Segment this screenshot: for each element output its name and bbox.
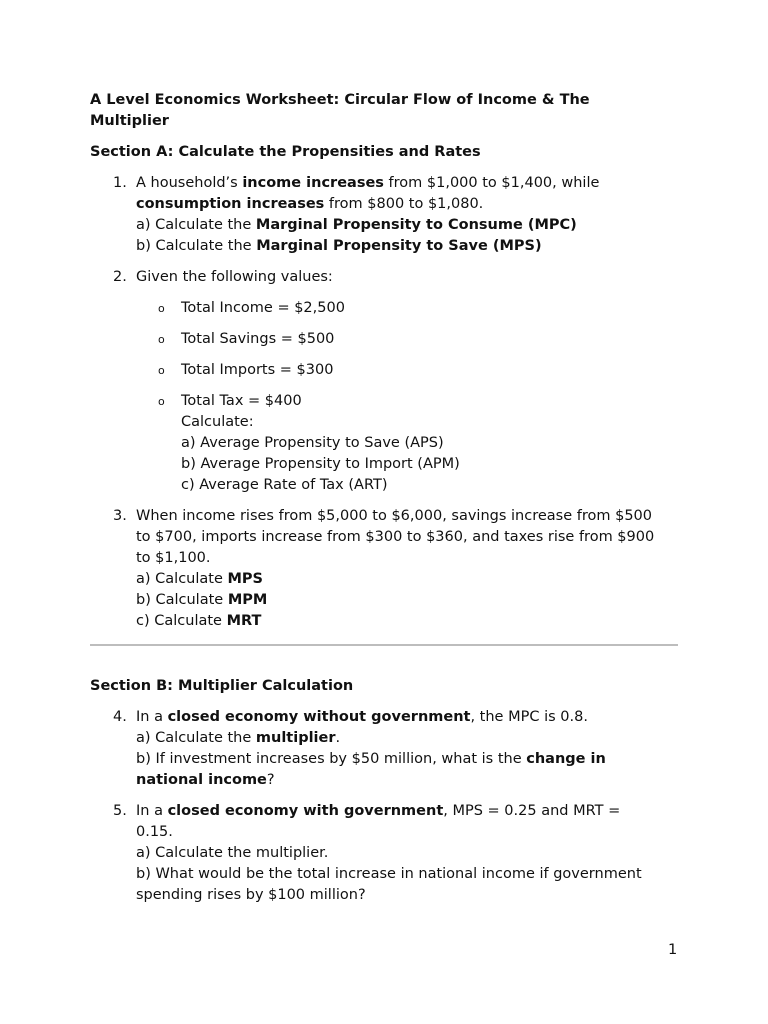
bullet-circle-icon: o	[158, 302, 165, 315]
list-item-text: Total Imports = $300	[181, 362, 334, 378]
question-text	[136, 173, 678, 215]
question-text	[136, 801, 678, 843]
question-4	[90, 707, 678, 791]
list-item	[136, 360, 678, 381]
bold-text-run: Marginal Propensity to Consume (MPC)	[255, 217, 577, 233]
list-item	[136, 329, 678, 350]
question-part-a: a) Calculate the multiplier.	[136, 845, 329, 861]
bold-text-run: consumption increases	[136, 196, 325, 212]
question-text	[136, 506, 678, 569]
bold-text-run: closed economy with government	[167, 803, 444, 819]
text-run: to $1,100.	[136, 550, 211, 566]
text-run: b) If investment increases by $50 million, what is the	[136, 751, 527, 767]
text-run: , MPS = 0.25 and MRT =	[443, 803, 621, 819]
text-run: , the MPC is 0.8.	[470, 709, 588, 725]
question-number: 1.	[113, 175, 127, 191]
text-run: b) Calculate the	[136, 238, 257, 254]
text-run: from $800 to $1,080.	[324, 196, 484, 212]
bold-text-run: national income	[136, 772, 267, 788]
bold-text-run: multiplier	[255, 730, 336, 746]
question-part-a	[136, 728, 678, 749]
section-a-title: Section A: Calculate the Propensities and Rates	[90, 144, 481, 160]
bold-text-run: closed economy without government	[167, 709, 471, 725]
values-list	[136, 298, 678, 496]
list-item	[136, 298, 678, 319]
list-item-text: Total Savings = $500	[181, 331, 335, 347]
question-number: 3.	[113, 508, 127, 524]
text-run: In a	[136, 803, 168, 819]
bold-text-run: Marginal Propensity to Save (MPS)	[256, 238, 542, 254]
calculate-label: Calculate:	[181, 414, 254, 430]
list-item-text: Total Tax = $400	[181, 393, 302, 409]
question-5	[90, 801, 678, 906]
worksheet-title	[90, 90, 678, 132]
bold-text-run: change in	[526, 751, 606, 767]
list-item-text: Total Income = $2,500	[181, 300, 345, 316]
bullet-circle-icon: o	[158, 364, 165, 377]
bold-text-run: income increases	[242, 175, 384, 191]
text-run: When income rises from $5,000 to $6,000, savings increase from $500	[136, 508, 652, 524]
question-1	[90, 173, 678, 257]
text-run: c) Calculate	[136, 613, 227, 629]
text-run: a) Calculate the	[136, 217, 256, 233]
question-part-a: a) Average Propensity to Save (APS)	[181, 435, 444, 451]
text-run: a) Calculate	[136, 571, 228, 587]
question-part-b	[136, 236, 678, 257]
text-run: b) Calculate	[136, 592, 228, 608]
bold-text-run: MPS	[227, 571, 263, 587]
question-part-c	[136, 611, 678, 632]
section-b-title: Section B: Multiplier Calculation	[90, 678, 354, 694]
bullet-circle-icon: o	[158, 395, 165, 408]
question-3	[90, 506, 678, 632]
worksheet-page	[90, 90, 678, 916]
question-part-b: b) Average Propensity to Import (APM)	[181, 456, 460, 472]
question-text	[136, 707, 678, 728]
text-run: to $700, imports increase from $300 to $360, and taxes rise from $900	[136, 529, 655, 545]
question-number: 2.	[113, 269, 127, 285]
text-run: In a	[136, 709, 168, 725]
list-item	[136, 391, 678, 496]
page-number: 1	[668, 942, 678, 958]
text-run: .	[335, 730, 341, 746]
bullet-circle-icon: o	[158, 333, 165, 346]
text-run: spending rises by $100 million?	[136, 887, 366, 903]
text-run: from $1,000 to $1,400, while	[383, 175, 600, 191]
question-number: 5.	[113, 803, 127, 819]
title-line-1: A Level Economics Worksheet: Circular Flow of Income & The	[90, 92, 590, 108]
question-number: 4.	[113, 709, 127, 725]
section-divider	[90, 644, 678, 646]
text-run: b) What would be the total increase in national income if government	[136, 866, 642, 882]
text-run: ?	[266, 772, 275, 788]
text-run: 0.15.	[136, 824, 173, 840]
bold-text-run: MRT	[226, 613, 262, 629]
title-line-2: Multiplier	[90, 113, 169, 129]
bold-text-run: MPM	[227, 592, 268, 608]
question-part-a	[136, 569, 678, 590]
text-run: A household’s	[136, 175, 243, 191]
question-part-b	[136, 864, 678, 906]
question-part-b	[136, 749, 678, 791]
question-part-b	[136, 590, 678, 611]
question-part-c: c) Average Rate of Tax (ART)	[181, 477, 388, 493]
text-run: a) Calculate the	[136, 730, 256, 746]
question-part-a	[136, 215, 678, 236]
question-2	[90, 267, 678, 496]
question-text: Given the following values:	[136, 269, 333, 285]
